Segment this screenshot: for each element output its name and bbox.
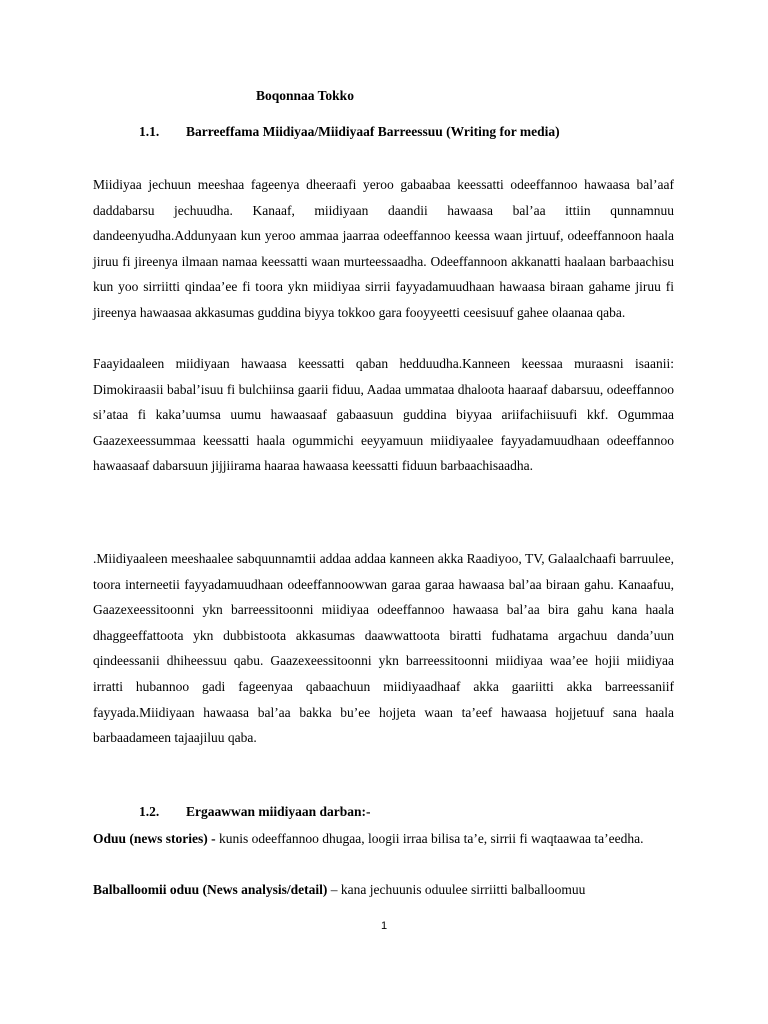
paragraph-1: Miidiyaa jechuun meeshaa fageenya dheeraafi yeroo gabaabaa keessatti odeeffannoo hawaasa bal’aaf daddabarsu jechuudha. Kanaaf, miidiyaan daandii hawaasa bal’aa ittiin qunnamnuu dandeenyudha.Addunyaan kun yeroo ammaa jaarraa odeeffannoo keessa waan jirtuuf, odeeffannoon haala jiruu fi jireenya ilmaan namaa keessatti waan murteessaadha. Odeeffannoon akkanatti haalaan barbaachisu kun yoo sirriitti qindaa’ee fi toora ykn miidiyaa sirrii fayyadamuudhaan hawaasa biraan gahame jiruu fi jireenya hawaasaa akkasumas guddina biyya tokkoo gara fooyyeetti ceesisuuf gahee olaanaa qaba. [93,177,674,320]
paragraph-2: Faayidaaleen miidiyaan hawaasa keessatti qaban hedduudha.Kanneen keessaa muraasni isaanii: Dimokiraasii babal’isuu fi bulchiinsa gaarii fiduu, Aadaa ummataa dhaloota haaraaf dabarsuu, odeeffannoo si’ataa fi kaka’uumsa uumu hawaasaaf gabaasuun guddina biyyaa ariifachiisuufi kkf. Ogummaa Gaazexeessummaa keessatti haala ogummichi eeyyamuun miidiyaalee fayyadamuudhaan odeeffannoo hawaasaaf dabarsuun jijjiirama haaraa hawaasa keessatti fiduun barbaachisaadha. [93,356,674,474]
section-heading-1-2 [139,804,371,820]
section-title: Ergaawwan miidiyaan darban:- [186,804,371,819]
term-definition-balballoomii [93,877,674,903]
paragraph-3: .Miidiyaaleen meeshaalee sabquunnamtii addaa addaa kanneen akka Raadiyoo, TV, Galaalchaafi barruulee, toora interneetii fayyadamuudhaan odeeffannoowwan garaa garaa hawaasa bal’aa biraan gahu. Kanaafuu, Gaazexeessitoonni ykn barreessitoonni miidiyaa odeeffannoo hawaasa bal’aa bira gahu kana haala dhaggeeffattoota ykn dubbistoota akkasumas daawwattoota biratti fudhatama argachuu danda’uun qindeessanii dhiheessuu qabu. Gaazexeessitoonni ykn barreessitoonni miidiyaa waa’ee hojii miidiyaa irratti hubannoo gadi fageenyaa qabaachuun miidiyaadhaaf akka gaariitti akka barreessaniif fayyada.Miidiyaan hawaasa bal’aa bakka bu’ee hojjeta waan ta’eef hawaasa hojjetuuf sana haala barbaadameen tajaajiluu qaba. [93,551,674,746]
term-definition-oduu [93,826,674,852]
page-number: 1 [380,920,388,932]
term-label: Oduu (news stories) - [93,831,216,846]
section-number: 1.2. [139,804,160,819]
section-number: 1.1. [139,124,160,139]
section-heading-1-1 [139,124,560,140]
chapter-title: Boqonnaa Tokko [256,88,354,103]
term-label: Balballoomii oduu (News analysis/detail) [93,882,328,897]
term-text: kunis odeeffannoo dhugaa, loogii irraa bilisa ta’e, sirrii fi waqtaawaa ta’eedha. [215,831,644,846]
section-title: Barreeffama Miidiyaa/Miidiyaaf Barreessuu (Writing for media) [186,124,560,139]
term-text: – kana jechuunis oduulee sirriitti balballoomuu [327,882,586,897]
